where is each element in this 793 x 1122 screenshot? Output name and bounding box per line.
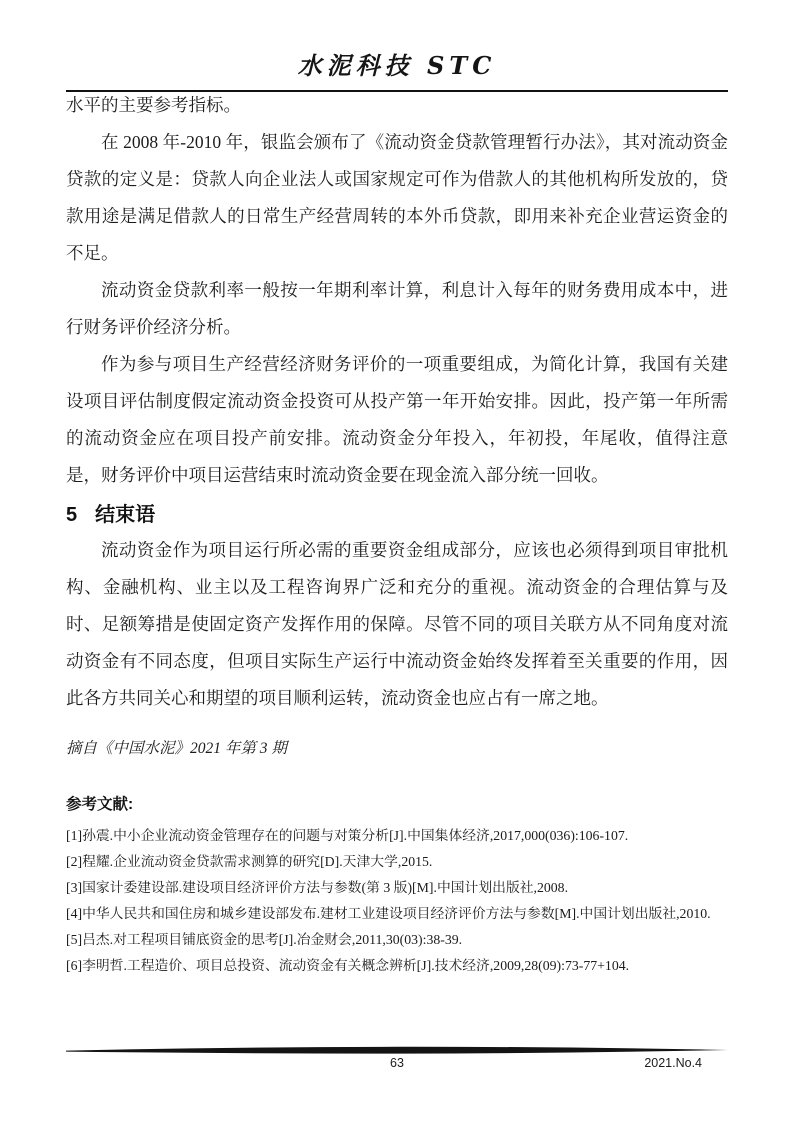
- journal-title: 水泥科技 STC: [297, 51, 497, 80]
- section-heading: [66, 498, 728, 532]
- section-number: 5: [66, 504, 78, 526]
- page-header: [66, 0, 728, 92]
- reference-item: [2]程耀.企业流动资金贷款需求测算的研究[D].天津大学,2015.: [66, 854, 433, 869]
- page-content: [66, 87, 728, 979]
- paragraph: 流动资金作为项目运行所必需的重要资金组成部分，应该也必须得到项目审批机构、金融机构、业主以及工程咨询界广泛和充分的重视。流动资金的合理估算与及时、足额筹措是使固定资产发挥作用的保障。尽管不同的项目关联方从不同角度对流动资金有不同态度，但项目实际生产运行中流动资金始终发挥着至关重要的作用，因此各方共同关心和期望的项目顺利运转，流动资金也应占有一席之地。: [66, 540, 728, 708]
- source-note: 摘自《中国水泥》2021 年第 3 期: [66, 740, 287, 757]
- reference-item: [4]中华人民共和国住房和城乡建设部发布.建材工业建设项目经济评价方法与参数[M].中国计划出版社,2010.: [66, 906, 711, 921]
- reference-item: [3]国家计委建设部.建设项目经济评价方法与参数(第 3 版)[M].中国计划出版社,2008.: [66, 880, 569, 895]
- footer-row: [66, 1055, 728, 1073]
- paragraph: 作为参与项目生产经营经济财务评价的一项重要组成，为简化计算，我国有关建设项目评估制度假定流动资金投资可从投产第一年开始安排。因此，投产第一年所需的流动资金应在项目投产前安排。流动资金分年投入，年初投，年尾收，值得注意是，财务评价中项目运营结束时流动资金要在现金流入部分统一回收。: [66, 354, 728, 485]
- reference-item: [1]孙震.中小企业流动资金管理存在的问题与对策分析[J].中国集体经济,2017,000(036):106-107.: [66, 828, 629, 843]
- page-number: 63: [390, 1056, 404, 1070]
- references-heading: 参考文献:: [66, 796, 134, 813]
- paragraph: 流动资金贷款利率一般按一年期利率计算，利息计入每年的财务费用成本中，进行财务评价经济分析。: [66, 280, 728, 337]
- footer-rule: [66, 1046, 728, 1055]
- paragraph: 在 2008 年-2010 年，银监会颁布了《流动资金贷款管理暂行办法》，其对流动资金贷款的定义是：贷款人向企业法人或国家规定可作为借款人的其他机构所发放的，贷款用途是满足借款人的日常生产经营周转的本外币贷款，即用来补充企业营运资金的不足。: [66, 132, 728, 263]
- section-title: 结束语: [95, 504, 156, 526]
- page-footer: [66, 1046, 728, 1073]
- paragraph-continuation: 水平的主要参考指标。: [66, 95, 241, 115]
- reference-item: [5]吕杰.对工程项目铺底资金的思考[J].冶金财会,2011,30(03):38-39.: [66, 932, 463, 947]
- issue-number: 2021.No.4: [644, 1056, 702, 1070]
- reference-item: [6]李明哲.工程造价、项目总投资、流动资金有关概念辨析[J].技术经济,2009,28(09):73-77+104.: [66, 958, 630, 973]
- references-list: [66, 823, 728, 979]
